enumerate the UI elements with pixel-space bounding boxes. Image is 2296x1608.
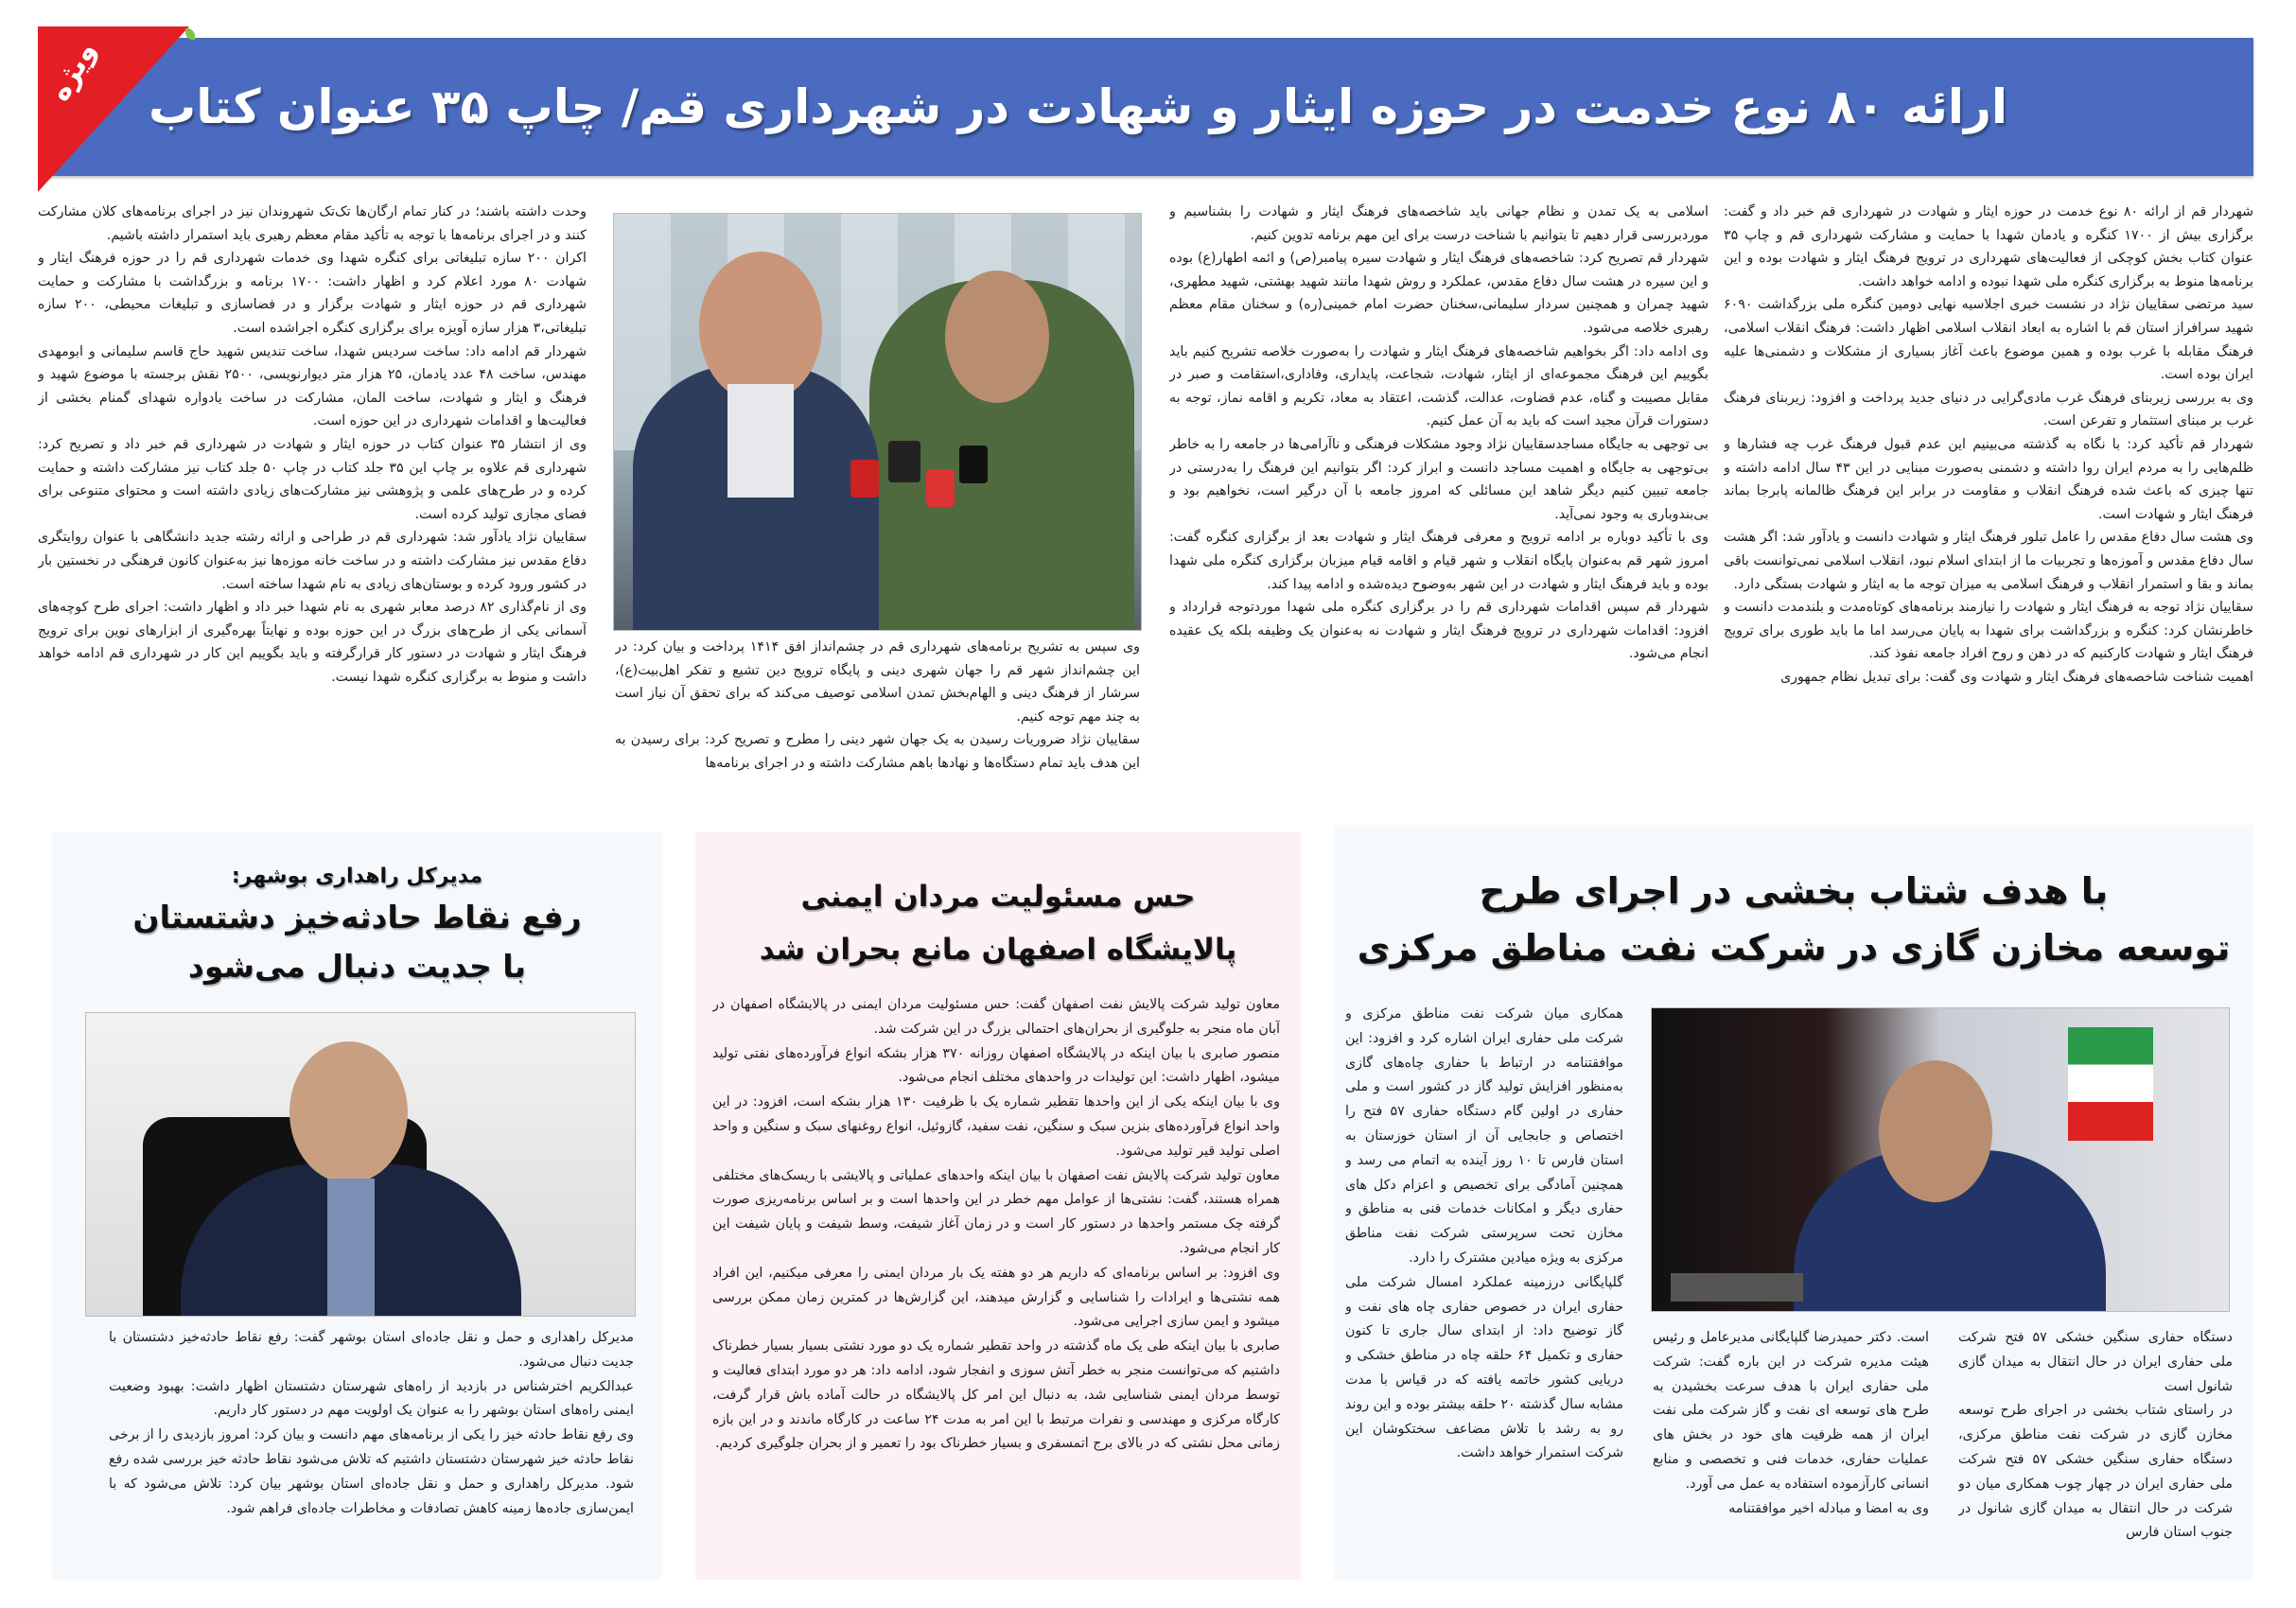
headline-line: با جدیت دنبال می‌شود xyxy=(187,948,527,985)
paragraph: شهردار قم تأکید کرد: با نگاه به گذشته می‌بینیم این عدم قبول فرهنگ غرب چه فشارها و ظلم‌هایی را به مردم ایران روا داشته و دشمنی به‌صورت مبنایی در این ۴۳ سال ادامه داشته و تنها چیزی که باعث شده فرهنگ انقلاب و مقاومت در برابر این فرهنگ ظالمانه پابرجا بماند فرهنگ ایثار و شهادت است. xyxy=(1724,436,2253,522)
paragraph: شهردار قم تصریح کرد: شاخصه‌های فرهنگ ایثار و شهادت سیره پیامبر(ص) و ائمه اطهار(ع) بوده و این سیره در هشت سال دفاع مقدس، عملکرد و روش شهدا مانند شهید بهشتی، شهید مطهری، شهید چمران و همچنین سردار سلیمانی،سخنان حضرت امام خمینی(ره) و سخنان مقام معظم رهبری خلاصه می‌شود. xyxy=(1169,251,1709,336)
paragraph: گلپایگانی درزمینه عملکرد امسال شرکت ملی حفاری ایران در خصوص حفاری چاه های نفت و گاز توضیح داد: از ابتدای سال جاری تا کنون حفاری و تکمیل ۶۴ حلقه چاه در مناطق خشکی و دریایی کشور خاتمه یافته که در قیاس با مدت مشابه سال گذشته ۲۰ حلقه بیشتر بوده و این روند رو به رشد با تلاش مضاعف سختکوشان این شرکت استمرار خواهد داشت. xyxy=(1345,1274,1623,1461)
paragraph: سید مرتضی سقاییان نژاد در نشست خبری اجلاسیه نهایی دومین کنگره ملی بزرگداشت ۶۰۹۰ شهید سرافراز استان قم با اشاره به ابعاد انقلاب اسلامی اظهار داشت: فرهنگ انقلاب اسلامی، فرهنگ مقابله با غرب بوده و همین موضوع باعث آغاز بسیاری از مشکلات و دشمنی‌ها علیه ایران بوده است. xyxy=(1724,297,2253,383)
main-article-column-2 xyxy=(1169,201,1709,801)
refinery-article-box xyxy=(695,832,1301,1580)
paragraph: دستگاه حفاری سنگین خشکی ۵۷ فتح شرکت ملی حفاری ایران در حال انتقال به میدان گازی شانول است xyxy=(1958,1330,2233,1394)
director-photo xyxy=(1651,1007,2230,1312)
headline-line: توسعه مخازن گازی در شرکت نفت مناطق مرکزی xyxy=(1357,927,2231,969)
oil-article-headline xyxy=(1334,863,2253,976)
headline-line: حس مسئولیت مردان ایمنی xyxy=(800,880,1196,914)
microphones xyxy=(832,431,1002,545)
road-article-headline xyxy=(52,861,662,991)
official-photo xyxy=(85,1012,636,1317)
headline-banner xyxy=(47,38,2253,176)
paragraph: سقاییان نژاد یادآور شد: شهرداری قم در طراحی و ارائه رشته جدید دانشگاهی با عنوان روایتگری دفاع مقدس نیز مشارکت داشته و در ساخت خانه موزه‌ها نیز به‌عنوان کانون فرهنگی در نخستین بار در کشور ورود کرده و بوستان‌های زیادی به نام شهدا ساخته است. xyxy=(38,530,587,592)
paragraph: وحدت داشته باشند؛ در کنار تمام ارگان‌ها تک‌تک شهروندان نیز در اجرای برنامه‌های کلان مشارکت کنند و در اجرای برنامه‌ها با توجه به تأکید مقام معظم رهبری باید استمرار داشته باشیم. xyxy=(38,204,587,243)
paragraph: اکران ۲۰۰ سازه تبلیغاتی برای کنگره شهدا وی خدمات شهرداری قم را در حوزه فرهنگ ایثار و شهادت ۸۰ مورد اعلام کرد و اظهار داشت: ۱۷۰۰ برنامه و بزرگداشت با مشارکت و حمایت شهرداری قم در حوزه ایثار و شهادت برگزار و در فضاسازی و تبلیغات محیطی، ۲۰۰ سازه تبلیغاتی،۳ هزار سازه آویزه برای برگزاری کنگره اجراشده است. xyxy=(38,251,587,336)
oil-article-column-c xyxy=(1345,1003,1623,1551)
refinery-article-body xyxy=(712,993,1280,1570)
paragraph: سقاییان نژاد توجه به فرهنگ ایثار و شهادت را نیازمند برنامه‌های کوتاه‌مدت و بلندمدت دانست و خاطرنشان کرد: کنگره و بزرگداشت برای شهدا به پایان می‌رسد اما ما باید طوری برای ترویج فرهنگ ایثار و شهادت کارکنیم که در ذهن و روح افراد جامعه نفوذ کند. xyxy=(1724,600,2253,662)
paragraph: در راستای شتاب بخشی در اجرای طرح توسعه مخازن گازی در شرکت نفت مناطق مرکزی، دستگاه حفاری سنگین خشکی ۵۷ فتح شرکت ملی حفاری ایران در چهار چوب همکاری میان دو شرکت در حال انتقال به میدان گازی شانول در جنوب استان فارس xyxy=(1958,1403,2233,1541)
paragraph: معاون تولید شرکت پالایش نفت اصفهان با بیان اینکه واحدهای عملیاتی و پالایشی با ریسک‌های مختلفی همراه هستند، گفت: نشتی‌ها از عوامل مهم خطر در این واحدها است و بر اساس برنامه‌ریزی صورت گرفته چک مستمر واحدها در دستور کار است و در زمان آغاز شیفت، وسط شیفت و پایان شیفت این کار انجام می‌شود. xyxy=(712,1167,1280,1256)
main-article-column-3 xyxy=(615,636,1140,801)
paragraph: عبدالکریم اخترشناس در بازدید از راه‌های شهرستان دشتستان اظهار داشت: بهبود وضعیت ایمنی راه‌های استان بوشهر را به عنوان یک اولویت مهم در دستور کار داریم. xyxy=(109,1378,634,1419)
main-article-column-1 xyxy=(1724,201,2253,801)
oil-article-column-a xyxy=(1958,1326,2233,1563)
paragraph: شهردار قم ادامه داد: ساخت سردیس شهدا، ساخت تندیس شهید حاج قاسم سلیمانی و ابومهدی مهندس، ساخت ۴۸ عدد یادمان، ۲۵ هزار متر دیوارنویسی، ۲۵۰۰ نقش برجسته با موضوع شهید و فرهنگ و ایثار و شهادت، ساخت المان، مشارکت در ساخت یادواره شهدای گمنام بخشی از فعالیت‌ها و اقدامات شهرداری در این حوزه است. xyxy=(38,343,587,429)
paragraph: بی توجهی به جایگاه مساجدسقاییان نژاد وجود مشکلات فرهنگی و ناآرامی‌ها در جامعه را به خاطر بی‌توجهی به جایگاه و اهمیت مساجد دانست و ابراز کرد: اگر بتوانیم این فرهنگ را به‌درستی در جامعه تبیین کنیم دیگر شاهد این مسائلی که امروز جامعه با آن درگیر است، نخواهیم بود و بی‌بندوباری به وجود نمی‌آید. xyxy=(1169,436,1709,522)
paragraph: مدیرکل راهداری و حمل و نقل جاده‌ای استان بوشهر گفت: رفع نقاط حادثه‌خیز دشتستان با جدیت دنبال می‌شود. xyxy=(109,1330,634,1370)
oil-article-column-b xyxy=(1653,1326,1929,1563)
headline-line: رفع نقاط حادثه‌خیز دشتستان xyxy=(132,899,582,935)
paragraph: است. دکتر حمیدرضا گلپایگانی مدیرعامل و رئیس هیئت مدیره شرکت در این باره گفت: شرکت ملی حفاری ایران با هدف سرعت بخشیدن به طرح های توسعه ای نفت و گاز شرکت ملی نفت ایران از همه ظرفیت های خود در بخش های عملیات حفاری، خدمات فنی و تخصصی و منابع انسانی کارآزموده استفاده به عمل می آورد. xyxy=(1653,1330,1929,1492)
paragraph: وی از انتشار ۳۵ عنوان کتاب در حوزه ایثار و شهادت در شهرداری قم خبر داد و تصریح کرد: شهرداری قم علاوه بر چاپ این ۳۵ جلد کتاب در چاپ ۵۰ جلد کتاب نیز مشارکت داشته و حمایت کرده و در طرح‌های علمی و پژوهشی نیز مشارکت‌های زیادی داشته است و محتوای متنوعی برای فضای مجازی تولید کرده است. xyxy=(38,436,587,522)
paragraph: سقاییان نژاد ضروریات رسیدن به یک جهان شهر دینی را مطرح و تصریح کرد: برای رسیدن به این هدف باید تمام دستگاه‌ها و نهادها باهم مشارکت داشته و در اجرای برنامه‌ها xyxy=(615,732,1140,771)
paragraph: صابری با بیان اینکه طی یک ماه گذشته در واحد تقطیر شماره یک دو مورد نشتی بسیار بسیار خطرناک داشتیم که می‌توانست منجر به خطر آتش سوزی و انفجار شود، ادامه داد: هر دو مورد ابتدای فعالیت و توسط مردان ایمنی شناسایی شد، به دنبال این امر کل پالایشگاه در حالت آماده باش قرار گرفت، کارگاه مرکزی و مهندسی و نفرات مرتبط با این امر به مدت ۲۴ ساعت در کارگاه ماندند و در این بازه زمانی محل نشتی که در بالای برج اتمسفری و بسیار خطرناک بود را تعمیر و از بحران جلوگیری کردیم. xyxy=(712,1338,1280,1452)
press-conference-photo xyxy=(613,213,1142,631)
refinery-article-headline xyxy=(695,870,1301,976)
special-badge xyxy=(38,26,189,192)
paragraph: اسلامی به یک تمدن و نظام جهانی باید شاخصه‌های فرهنگ ایثار و شهادت را بشناسیم و موردبررسی قرار دهیم تا بتوانیم با شناخت درست برای این مهم برنامه تدوین کنیم. xyxy=(1169,204,1709,243)
paragraph: وی با بیان اینکه یکی از این واحدها تقطیر شماره یک با ظرفیت ۱۳۰ هزار بشکه است، افزود: در این واحد انواع فرآورده‌های بنزین سبک و سنگین، نفت سفید، گازوئیل، انواع روغنهای سبک و سنگین و واحد اصلی تولید قیر تولید می‌شود. xyxy=(712,1094,1280,1159)
paragraph: وی سپس به تشریح برنامه‌های شهرداری قم در چشم‌انداز افق ۱۴۱۴ پرداخت و بیان کرد: در این چشم‌انداز شهر قم را جهان شهری دینی و پایگاه ترویج دین تشیع و تفکر اهل‌بیت(ع)، سرشار از فرهنگ دینی و الهام‌بخش تمدن اسلامی توصیف می‌کند که برای تحقق آن نیاز است به چند مهم توجه کنیم. xyxy=(615,639,1140,725)
road-article-box xyxy=(52,832,662,1580)
special-badge-label: ویژه xyxy=(43,36,103,107)
paragraph: منصور صابری با بیان اینکه در پالایشگاه اصفهان روزانه ۳۷۰ هزار بشکه انواع فرآورده‌های نفتی تولید میشود، اظهار داشت: این تولیدات در واحدهای مختلف انجام می‌شود. xyxy=(712,1045,1280,1086)
paragraph: وی رفع نقاط حادثه خیز را یکی از برنامه‌های مهم دانست و بیان کرد: امروز بازدیدی را از برخی نقاط حادثه خیز شهرستان دشتستان داشتیم که تلاش می‌شود نقاط حادثه خیز بررسی شده رفع شود. مدیرکل راهداری و حمل و نقل جاده‌ای استان بوشهر بیان کرد: تلاش می‌شود که با ایمن‌سازی جاده‌ها زمینه کاهش تصادفات و مخاطرات جاده‌ای فراهم شود. xyxy=(109,1427,634,1516)
paragraph: وی ادامه داد: اگر بخواهیم شاخصه‌های فرهنگ ایثار و شهادت را به‌صورت خلاصه تشریح کنیم باید بگوییم این فرهنگ مجموعه‌ای از ایثار، شهادت، شجاعت، پایداری، وفاداری،استقامت و صبر در مقابل مصیبت و گناه، عدم قضاوت، عدالت، گذشت، اعتقاد به معاد، تکریم و اقامه نماز، توجه به دستورات قرآن مجید است که باید به آن عمل کنیم. xyxy=(1169,343,1709,429)
paragraph: معاون تولید شرکت پالایش نفت اصفهان گفت: حس مسئولیت مردان ایمنی در پالایشگاه اصفهان در آبان ماه منجر به جلوگیری از بحران‌های احتمالی بزرگ در این شرکت شد. xyxy=(712,997,1280,1037)
paragraph: شهردار قم سپس اقدامات شهرداری قم را در برگزاری کنگره ملی شهدا موردتوجه قرارداد و افزود: اقدامات شهرداری در ترویج فرهنگ ایثار و شهادت نه به‌عنوان یک وظیفه بلکه یک عقیده انجام می‌شود. xyxy=(1169,600,1709,662)
paragraph: وی از نام‌گذاری ۸۲ درصد معابر شهری به نام شهدا خبر داد و اظهار داشت: اجرای طرح کوچه‌های آسمانی یکی از طرح‌های بزرگ در این حوزه بوده و نهایتاً بهره‌گیری از ابزارهای نوین برای ترویج فرهنگ ایثار و شهادت در دستور کار قرارگرفته و باید بگوییم این کار در شهرداری قم ادامه خواهد داشت و منوط به برگزاری کنگره شهدا نیست. xyxy=(38,600,587,685)
headline-line: پالایشگاه اصفهان مانع بحران شد xyxy=(759,933,1237,967)
flag xyxy=(2068,1027,2153,1141)
main-headline: ارائه ۸۰ نوع خدمت در حوزه ایثار و شهادت در شهرداری قم/ چاپ ۳۵ عنوان کتاب xyxy=(148,79,2007,134)
paragraph: شهردار قم از ارائه ۸۰ نوع خدمت در حوزه ایثار و شهادت در شهرداری قم خبر داد و گفت: برگزاری بیش از ۱۷۰۰ کنگره و یادمان شهدا با حمایت و مشارکت شهرداری قم و چاپ ۳۵ عنوان کتاب بخش کوچکی از فعالیت‌های شهرداری در ترویج فرهنگ ایثار و شهادت بوده و این برنامه‌ها منوط به برگزاری کنگره ملی شهدا نبوده و ادامه خواهد داشت. xyxy=(1724,204,2253,289)
oil-article-box xyxy=(1334,825,2253,1580)
paragraph: وی با تأکید دوباره بر ادامه ترویج و معرفی فرهنگ ایثار و شهادت بعد از برگزاری کنگره گفت: امروز شهر قم به‌عنوان پایگاه انقلاب و شهر قیام و اقامه قیام میزبان برگزاری کنگره ملی شهدا بوده و باید فرهنگ ایثار و شهادت در این شهر به‌وضوح دیده‌شده و ادامه پیدا کند. xyxy=(1169,530,1709,592)
paragraph: همکاری میان شرکت نفت مناطق مرکزی و شرکت ملی حفاری ایران اشاره کرد و افزود: این موافقتنامه در ارتباط با حفاری چاه‌های گازی به‌منظور افزایش تولید گاز در کشور است و ملی حفاری در اولین گام دستگاه حفاری ۵۷ فتح را اختصاص و جابجایی آن از استان خوزستان به استان فارس تا ۱۰ روز آینده به اتمام می رسد و همچنین آمادگی برای تخصیص و اعزام دکل های حفاری دیگر و امکانات خدمات فنی به مناطق و مخازن تحت سرپرستی شرکت نفت مناطق مرکزی به ویژه میادین مشترک را دارد. xyxy=(1345,1006,1623,1266)
paragraph: اهمیت شناخت شاخصه‌های فرهنگ ایثار و شهادت وی گفت: برای تبدیل نظام جمهوری xyxy=(1780,669,2253,685)
paragraph: وی هشت سال دفاع مقدس را عامل تبلور فرهنگ ایثار و شهادت دانست و یادآور شد: اگر هشت سال دفاع مقدس و آموزه‌ها و تجربیات ما از ابتدای اسلام نبود، انقلاب اسلامی نمی‌توانست باقی بماند و بقا و استمرار انقلاب و فرهنگ اسلامی به میزان توجه ما به ایثار و شهادت بستگی دارد. xyxy=(1724,530,2253,592)
paragraph: وی افزود: بر اساس برنامه‌ای که داریم هر دو هفته یک بار مردان ایمنی را معرفی میکنیم، این افراد همه نشتی‌ها و ایرادات را شناسایی و گزارش میدهند، این گزارش‌ها در کمترین زمان ممکن بررسی میشود و ایمن سازی اجرایی می‌شود. xyxy=(712,1265,1280,1330)
headline-line: با هدف شتاب بخشی در اجرای طرح xyxy=(1479,870,2109,912)
paragraph: وی به امضا و مبادله اخیر موافقتنامه xyxy=(1728,1500,1929,1516)
paragraph: وی به بررسی زیربنای فرهنگ غرب مادی‌گرایی در دنیای جدید پرداخت و افزود: زیربنای فرهنگ غرب بر مبنای استثمار و تفرعن است. xyxy=(1724,390,2253,429)
main-article-column-4 xyxy=(38,201,587,801)
headline-kicker: مدیرکل راهداری بوشهر: xyxy=(231,865,483,888)
road-article-body xyxy=(109,1326,634,1572)
